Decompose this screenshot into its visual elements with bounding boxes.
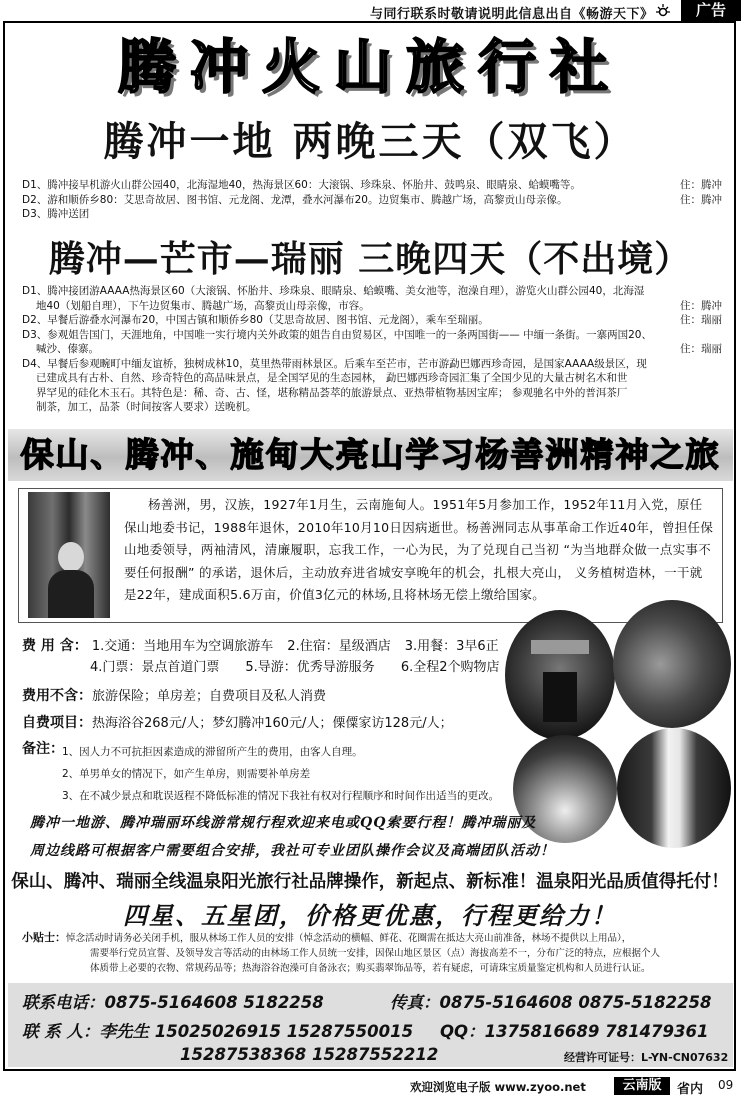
route2-day-1: D1、腾冲接团游AAAA热海景区60（大滚锅、怀胎井、珍珠泉、眼睛泉、蛤蟆嘴、美女池等，泡澡自理），游览火山群公园40，北海湿 地40（划船自理），下午边贸集市、腾越广场，高黎贡山母亲像，市容。 住：腾冲 (22, 285, 722, 312)
footer-bar (0, 1075, 741, 1100)
route2-day-3: D3、参观姐告国门，天涯地角，中国唯一实行境内关外政策的姐告自由贸易区，中国唯一的一条两国街—— 中缅一条街。一寨两国20、 喊沙、傣寨。 住：瑞丽 (22, 328, 722, 355)
fees-excluded: 费用不含：旅游保险；单房差；自费项目及私人消费 (22, 688, 327, 704)
note-item: 1、因人力不可抗拒因素造成的滞留所产生的费用，由客人自理。 (62, 746, 363, 758)
fees-included: 费 用 含： 1.交通：当地用车为空调旅游车 2.住宿：星级酒店 3.用餐：3早6正 (22, 638, 499, 654)
route2-day-4: D4、早餐后参观畹町中缅友谊桥，独树成林10，莫里热带雨林景区。后乘车至芒市，芒市游勐巴娜西珍奇园，是国家AAAA级景区，现 已建成具有古朴、自然、珍奇特色的高品味景点，是全国罕见的生态园林， 勐巴娜西珍奇园汇集了全国少见的大量古树名木和世 界罕见的硅化木玉石。其特色是：稀、奇、古、怪，堪称精品荟萃的旅游景点、亚热带植物基因宝库； 参观驰名中外的普洱茶厂 制茶，加工，品茶（时间按客人要求）送晚机。 (22, 357, 647, 413)
website-link[interactable]: 欢迎浏览电子版 www.zyoo.net (410, 1080, 586, 1094)
fees-included-label: 费 用 含： (22, 638, 88, 654)
note-item: 3、在不减少景点和耽误返程不降低标准的情况下我社有权对行程顺序和时间作出适当的更改。 (62, 790, 500, 802)
page-number: 09 (718, 1078, 734, 1092)
route1-itinerary (22, 178, 722, 222)
region-badge: 云南版 (614, 1077, 670, 1095)
promo-line-2: 周边线路可根据客户需要组合安排，我社可专业团队操作会议及高端团队活动！ (30, 843, 555, 859)
contact-block (8, 983, 733, 1067)
banner-title: 保山、腾冲、施甸大亮山学习杨善洲精神之旅 (20, 435, 721, 474)
route1-title: 腾冲一地 两晚三天（双飞） (103, 118, 637, 165)
license-number: 经营许可证号：L-YN-CN07632 (564, 1051, 729, 1064)
mountain-photo (613, 600, 731, 728)
ad-label: 广告 (681, 0, 741, 21)
route1-day-3: D3、腾冲送团 (22, 208, 90, 220)
agency-name: 腾冲火山旅行社 (117, 33, 622, 101)
source-notice: 与同行联系时敬请说明此信息出自《畅游天下》 (370, 7, 654, 22)
theme-banner (8, 427, 733, 483)
price-slogan: 四星、五星团，价格更优惠，行程更给力！ (123, 902, 617, 930)
person-line: 联 系 人：李先生 15025026915 15287550015 (22, 1022, 414, 1041)
note-item: 2、单男单女的情况下，如产生单房，则需要补单房差 (62, 768, 311, 780)
fees-included-2: 4.门票：景点首道门票 5.导游：优秀导游服务 6.全程2个购物店 (90, 660, 500, 675)
notes-label: 备注： (22, 741, 64, 757)
portrait-photo (28, 492, 110, 618)
qq-line: QQ：1375816689 781479361 (440, 1022, 709, 1041)
bio-text: 杨善洲，男，汉族，1927年1月生，云南施甸人。1951年5月参加工作，1952年11月入党，原任保山地委书记，1988年退休，2010年10月10日因病逝世。杨善洲同志从事革命工作近40年，曾担任保山地委领导，两袖清风，清廉履职，忘我工作，一心为民，为了兑现自己当初 “为当地群众做一点实事不要任何报酬” 的承诺，退休后，主动放弃进省城安享晚年的机会，扎根大亮山， 义务植树造林，一干就是22年，建成面积5.6万亩，价值3亿元的林场,且将林场无偿上缴给国家。 (124, 497, 714, 602)
route1-day-1: D1、腾冲接早机游火山群公园40，北海湿地40，热海景区60：大滚锅、珍珠泉、怀胎井、鼓鸣泉、眼睛泉、蛤蟆嘴等。 住：腾冲 (22, 179, 722, 191)
fax-line: 传真：0875-5164608 0875-5182258 (390, 993, 712, 1012)
extra-phones: 15287538368 15287552212 (180, 1045, 439, 1064)
fees-optional: 自费项目：热海浴谷268元/人；梦幻腾冲160元/人；傈僳家访128元/人； (22, 715, 453, 731)
tips-label: 小贴士： (22, 931, 66, 944)
section-label: 省内 (677, 1082, 704, 1097)
top-bar (0, 0, 741, 22)
promo-line-1: 腾冲一地游、腾冲瑞丽环线游常规行程欢迎来电或QQ索要行程！腾冲瑞丽及 (30, 815, 537, 831)
route1-day-2: D2、游和顺侨乡80：艾思奇故居、图书馆、元龙阁、龙潭，叠水河瀑布20。边贸集市、腾越广场，高黎贡山母亲像。 住：腾冲 (22, 193, 722, 206)
notes-list (62, 741, 499, 807)
route2-title: 腾冲—芒市—瑞丽 三晚四天（不出境） (48, 238, 692, 280)
sun-icon (655, 3, 671, 19)
route2-itinerary (22, 284, 722, 415)
tips: 小贴士：悼念活动时请务必关闭手机，服从林场工作人员的安排（悼念活动的横幅、鲜花、花圈需在抵达大亮山前准备，林场不提供以上用品）， 需要举行党员宣誓、及领导发言等活动的由林场工作人员统一安排，因保山地区景区（点）海拔高差不一，分布广泛的特点，应根据个人 体质带上必要的衣物、常规药品等；热海浴谷泡澡可自备泳衣；购买翡翠饰品等，若有疑虑，可请珠宝质量鉴定机构和人员进行认证。 (22, 931, 661, 974)
route2-day-2: D2、早餐后游叠水河瀑布20，中国古镇和顺侨乡80（艾思奇故居、图书馆、元龙阁），乘车至瑞丽。 住：瑞丽 (22, 314, 722, 326)
temple-photo (505, 610, 615, 740)
brand-slogan: 保山、腾冲、瑞丽全线温泉阳光旅行社品牌操作，新起点、新标准！温泉阳光品质值得托付！ (11, 872, 729, 892)
phone-line: 联系电话：0875-5164608 5182258 (22, 993, 324, 1012)
